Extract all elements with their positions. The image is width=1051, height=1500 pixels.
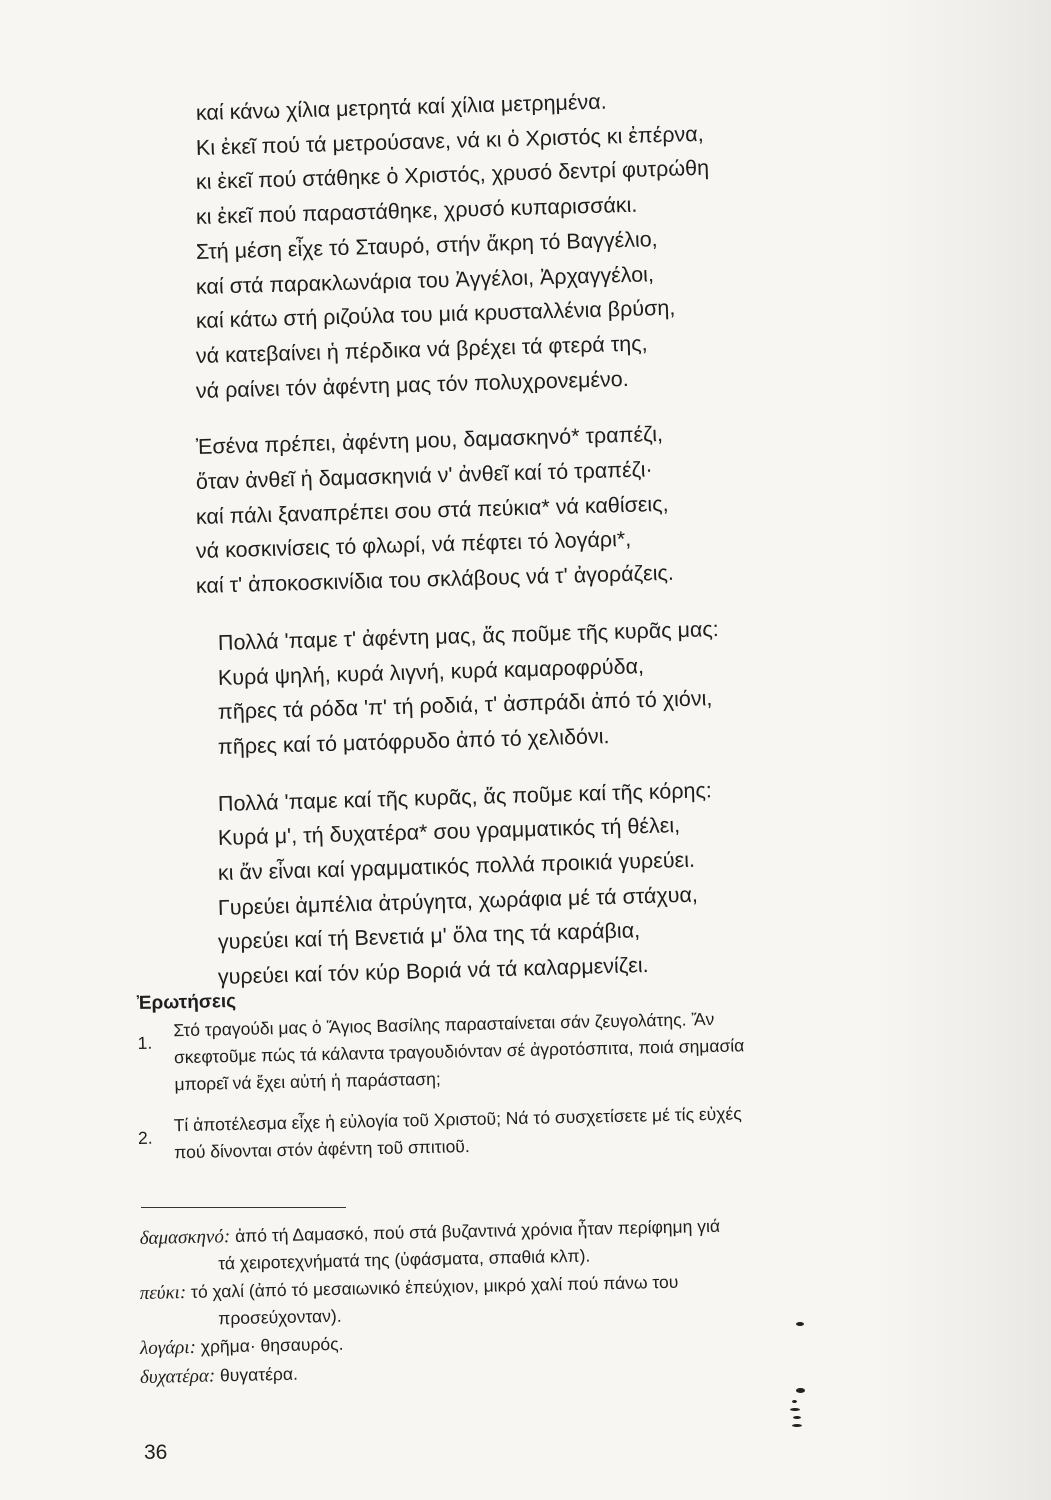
glossary-definition: χρῆμα· θησαυρός. bbox=[200, 1333, 344, 1357]
poem-line: ὅταν ἀνθεῖ ἡ δαμασκηνιά ν' ἀνθεῖ καί τό τραπέζι· bbox=[195, 457, 653, 495]
question-item bbox=[137, 1095, 1018, 1167]
poem-line: καί κάνω χίλια μετρητά καί χίλια μετρημένα. bbox=[195, 89, 607, 125]
question-number: 1. bbox=[137, 1032, 153, 1054]
question-line: πού δίνονται στόν ἀφέντη τοῦ σπιτιοῦ. bbox=[174, 1136, 470, 1163]
glossary-definition: ἀπό τή Δαμασκό, πού στά βυζαντινά χρόνια ἦταν περίφημη γιά bbox=[234, 1215, 721, 1247]
poem-line: νά ραίνει τόν ἀφέντη μας τόν πολυχρονεμένο. bbox=[195, 366, 630, 403]
poem-line: καί στά παρακλωνάρια του Ἀγγέλοι, Ἀρχαγγέλοι, bbox=[195, 261, 655, 299]
poem-line: καί τ' ἀποκοσκινίδια του σκλάβους νά τ' ἀγοράζεις. bbox=[195, 560, 675, 599]
question-line: σκεφτοῦμε πώς τά κάλαντα τραγουδιόνταν σέ ἀγροτόσπιτα, ποιά σημασία bbox=[173, 1035, 745, 1068]
ink-speck bbox=[796, 1322, 804, 1326]
poem-line: Πολλά 'παμε καί τῆς κυρᾶς, ἅς ποῦμε καί τῆς κόρης: bbox=[217, 777, 713, 816]
poem-line: κι ἐκεῖ πού στάθηκε ὁ Χριστός, χρυσό δεντρί φυτρώθη bbox=[195, 156, 710, 195]
glossary-definition: τό χαλί (ἀπό τό μεσαιωνικό ἐπεύχιον, μικρό χαλί πού πάνω του bbox=[190, 1271, 679, 1302]
poem-line: καί πάλι ξαναπρέπει σου στά πεύκια* νά καθίσεις, bbox=[195, 491, 669, 529]
glossary-term: δυχατέρα: bbox=[139, 1365, 216, 1388]
footnote-divider bbox=[141, 1207, 346, 1208]
poem-line: Πολλά 'παμε τ' ἀφέντη μας, ἅς ποῦμε τῆς κυρᾶς μας: bbox=[217, 616, 720, 655]
glossary-term: δαμασκηνό: bbox=[139, 1226, 231, 1250]
poem-line: Στή μέση εἶχε τό Σταυρό, στήν ἄκρη τό Βαγγέλιο, bbox=[195, 226, 658, 264]
glossary bbox=[139, 1215, 1020, 1393]
question-line: Τί ἀποτέλεσμα εἶχε ἡ εὐλογία τοῦ Χριστοῦ; Νά τό συσχετίσετε μέ τίς εὐχές bbox=[173, 1103, 742, 1136]
questions-heading: Ἐρωτήσεις bbox=[136, 990, 237, 1015]
poem-line: Κι ἐκεῖ πού τά μετρούσανε, νά κι ὁ Χριστός κι ἐπέρνα, bbox=[195, 121, 704, 160]
question-number: 2. bbox=[137, 1127, 153, 1148]
poem-stanza-2 bbox=[195, 422, 886, 604]
poem-line: κι ἐκεῖ πού παραστάθηκε, χρυσό κυπαρισσάκι. bbox=[195, 192, 638, 230]
glossary-definition: θυγατέρα. bbox=[219, 1363, 299, 1386]
questions-list bbox=[137, 1008, 1018, 1181]
poem-stanza-1 bbox=[195, 89, 886, 408]
glossary-definition-cont: τά χειροτεχνήματά της (ὑφάσματα, σπαθιά κλπ). bbox=[218, 1245, 591, 1274]
poem-line: νά κοσκινίσεις τό φλωρί, νά πέφτει τό λογάρι*, bbox=[195, 527, 632, 564]
poem-line: πῆρες καί τό ματόφρυδο ἀπό τό χελιδόνι. bbox=[217, 724, 610, 759]
poem-line: γυρεύει καί τή Βενετιά μ' ὅλα της τά καράβια, bbox=[217, 918, 641, 955]
poem-line: πῆρες τά ρόδα 'π' τή ροδιά, τ' ἀσπράδι ἀπό τό χιόνι, bbox=[217, 686, 713, 725]
poem bbox=[195, 89, 886, 995]
poem-line: νά κατεβαίνει ἡ πέρδικα νά βρέχει τά φτερά της, bbox=[195, 331, 648, 368]
ink-speck bbox=[793, 1416, 801, 1419]
poem-line: κι ἄν εἶναι καί γραμματικός πολλά προικιά γυρεύει. bbox=[217, 847, 696, 886]
question-line: μπορεῖ νά ἔχει αὐτή ἡ παράσταση; bbox=[174, 1068, 441, 1095]
page-number: 36 bbox=[144, 1441, 168, 1464]
poem-stanza-3 bbox=[196, 616, 886, 765]
glossary-definition-cont: προσεύχονταν). bbox=[218, 1305, 342, 1329]
poem-stanza-4 bbox=[196, 777, 886, 995]
poem-line: Γυρεύει ἀμπέλια ἀτρύγητα, χωράφια μέ τά στάχυα, bbox=[217, 882, 699, 920]
question-line: Στό τραγούδι μας ὁ Ἅγιος Βασίλης παρασταίνεται σάν ζευγολάτης. Ἄν bbox=[173, 1008, 715, 1041]
ink-speck bbox=[792, 1400, 797, 1403]
poem-line: Ἐσένα πρέπει, ἀφέντη μου, δαμασκηνό* τραπέζι, bbox=[195, 422, 664, 460]
poem-line: γυρεύει καί τόν κύρ Βοριά νά τά καλαρμενίζει. bbox=[217, 953, 649, 990]
poem-line: Κυρά μ', τή δυχατέρα* σου γραμματικός τή θέλει, bbox=[217, 813, 681, 851]
ink-speck bbox=[792, 1424, 802, 1427]
poem-line: Κυρά ψηλή, κυρά λιγνή, κυρά καμαροφρύδα, bbox=[217, 653, 645, 690]
ink-speck bbox=[790, 1408, 800, 1411]
glossary-term: πεύκι: bbox=[139, 1282, 187, 1305]
poem-line: καί κάτω στή ριζούλα του μιά κρυσταλλένια βρύση, bbox=[195, 295, 676, 334]
glossary-term: λογάρι: bbox=[139, 1336, 197, 1359]
ink-speck bbox=[796, 1388, 805, 1393]
question-item bbox=[137, 1000, 1019, 1099]
